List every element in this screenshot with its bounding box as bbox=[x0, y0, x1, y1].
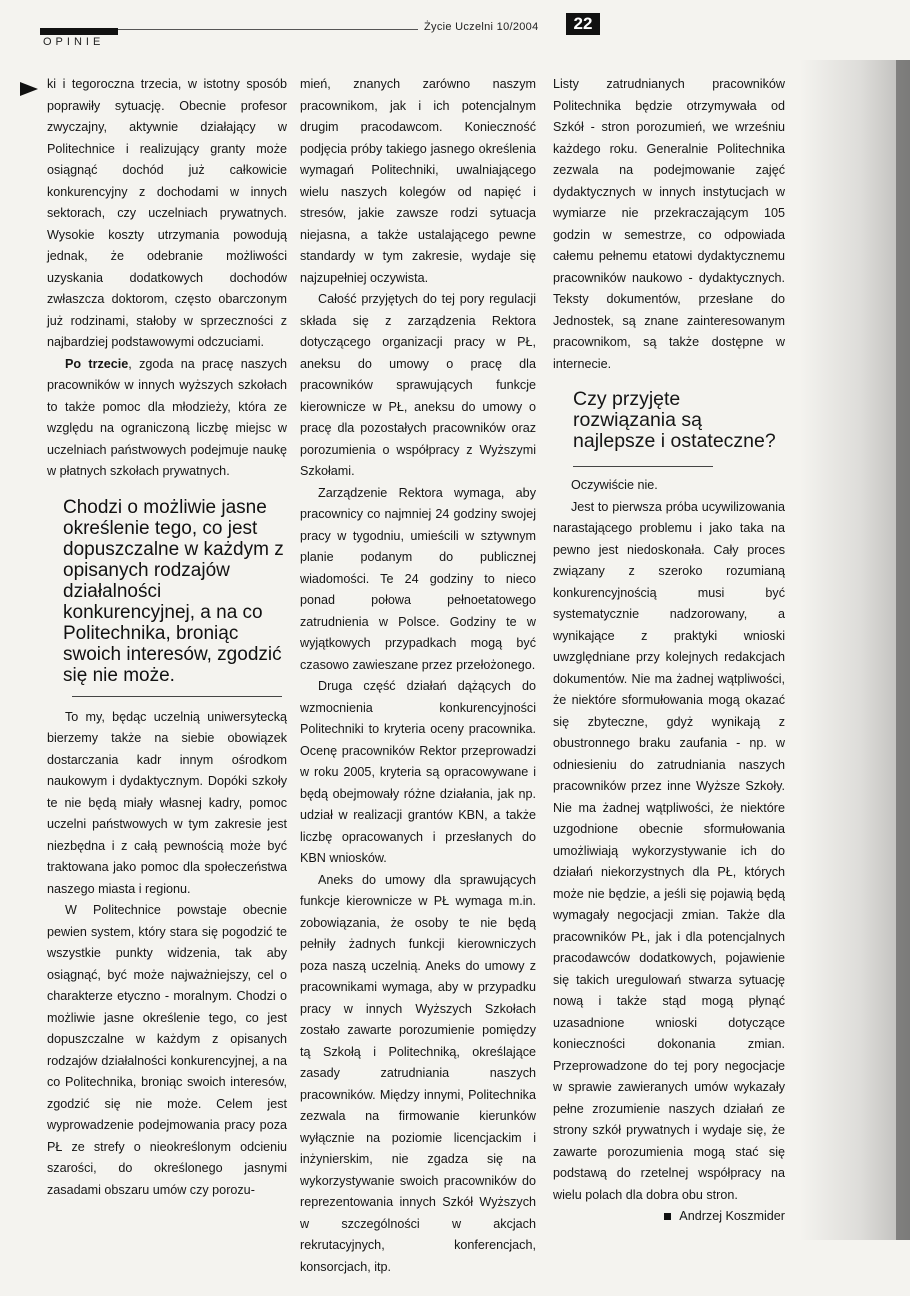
page-number: 22 bbox=[566, 13, 600, 35]
paragraph: Całość przyjętych do tej pory regulacji składa się z zarządzenia Rektora dotyczącego organizacji pracy w PŁ, aneksu do umowy o pracę dla pracowników sprawujących funkcje kierownicze w PŁ, aneksu do umowy o pracę dla pozostałych pracowników oraz porozumienia o współpracy z Wyższymi Szkołami. bbox=[300, 292, 536, 478]
continuation-arrow-icon bbox=[20, 82, 38, 96]
column-2 bbox=[300, 74, 536, 1278]
paragraph-lead: Po trzecie bbox=[65, 356, 129, 371]
author-signature bbox=[553, 1206, 785, 1228]
pull-quote-rule bbox=[72, 696, 282, 697]
paragraph-text: , zgoda na pracę naszych pracowników w innych wyższych szkołach to także pomoc dla młodzieży, która ze względu na ograniczoną liczbę miejsc w uczelniach państwowych podejmuje naukę w płatnych szkołach prywatnych. bbox=[47, 356, 287, 478]
paragraph: ki i tegoroczna trzecia, w istotny sposób poprawiły sytuację. Obecnie profesor zwyczajny, aktywnie działający w Politechnice i realizujący granty może osiągnąć dochód już całkowicie konkurencyjny z dochodami w innych sektorach, czy uczelniach prywatnych. Wysokie koszty utrzymania powodują jednak, że odebranie możliwości uzyskania dodatkowych dochodów zwłaszcza doktorom, często obarczonym już rodzinami, stałoby w sprzeczności z najbardziej podstawowymi odczuciami. bbox=[47, 77, 287, 349]
magazine-title: Życie Uczelni 10/2004 bbox=[424, 21, 539, 33]
facing-page-shadow bbox=[800, 60, 910, 1240]
author-name: Andrzej Koszmider bbox=[679, 1209, 785, 1223]
paragraph: Zarządzenie Rektora wymaga, aby pracownicy co najmniej 24 godziny swojej pracy w tygodniu, umieścili w sztywnym planie podanym do publicznej wiadomości. Te 24 godziny to nieco ponad połowa pełnoetatowego zatrudnienia w Polsce. Godziny te w wyjątkowych przypadkach mogą być czasowo zawieszane przez przełożonego. bbox=[300, 485, 536, 672]
paragraph: W Politechnice powstaje obecnie pewien system, który stara się pogodzić te wszystkie punkty widzenia, tak aby osiągnąć, być może najważniejszy, cel o charakterze etyczno - moralnym. Chodzi o możliwie jasne określenie tego, co jest dopuszczalne w każdym z opisanych rodzajów działalności konkurencyjnej, a na co Politechnika, broniąc swoich interesów, zgodzić się nie może. Celem jest wyprowadzenie podejmowania pracy poza PŁ ze strefy o nieokreślonym odcieniu szarości, do określonego jasnymi zasadami obszaru umów czy porozu- bbox=[47, 903, 287, 1197]
paragraph: Jest to pierwsza próba ucywilizowania narastającego problemu i jako taka na pewno jest niedoskonała. Cały proces związany z szeroko rozumianą konkurencyjnością musi być systematycznie nadzorowany, a wynikające z praktyki wnioski uwzględniane przy kolejnych redakcjach dokumentów. Nie ma żadnej wątpliwości, że niektóre sformułowania mogą okazać się zbyteczne, gdyż wynikają z obustronnego braku zaufania - np. w odniesieniu do zatrudniania naszych pracowników przez inne Wyższe Szkoły. Nie ma żadnej wątpliwości, że niektóre uzgodnione obecnie sformułowania umożliwiają wykorzystywanie ich do działań niekorzystnych dla PŁ, których może nie będzie, a jeśli się pojawią będą wymagały negocjacji zmian. Także dla pracowników PŁ, jak i dla potencjalnych pracodawców dodatkowych, pojawienie się takich uregulowań stwarza sytuację nową i także stąd mogą płynąć uzasadnione wnioski dotyczące konieczności dokonania zmian. Przeprowadzone do tej pory negocjacje w sprawie zawieranych umów wykazały pełne zrozumienie naszych działań ze strony szkół prywatnych i wydaje się, że zawarte porozumienia mogą stać się podstawą do rzetelnej współpracy na wielu polach dla dobra obu stron. bbox=[553, 499, 785, 1202]
page-edge bbox=[896, 60, 910, 1240]
section-label: OPINIE bbox=[43, 36, 105, 48]
column-1 bbox=[47, 74, 287, 1201]
paragraph: Aneks do umowy dla sprawujących funkcje kierownicze w PŁ wymaga m.in. zobowiązania, że osoby te nie będą pełniły żadnych funkcji kierowniczych poza naszą uczelnią. Aneks do umowy z pracownikami wymaga, aby w przypadku pracy w innych Wyższych Szkołach zostało zawarte porozumienie pomiędzy tą Szkołą i Politechniką, określające zasady zatrudniania naszych pracowników. Między innymi, Politechnika zezwala na firmowanie kierunków wyłącznie na poziomie licencjackim i inżynierskim, nie zgadza się na wykorzystywanie swoich pracowników do reprezentowania innych Szkół Wyższych w szczególności w akcjach rekrutacyjnych, konferencjach, konsorcjach, itp. bbox=[300, 872, 536, 1274]
paragraph: mień, znanych zarówno naszym pracownikom, jak i ich potencjalnym drugim pracodawcom. Konieczność podjęcia próby takiego jasnego określenia wymagań Politechniki, uwalniającego wielu naszych kolegów od napięć i stresów, jakie zawsze rodzi sytuacja niejasna, a także ustalającego pewne standardy w tym zakresie, wydaje się najzupełniej oczywista. bbox=[300, 77, 536, 285]
subheading: Czy przyjęte rozwiązania są najlepsze i ostateczne? bbox=[573, 388, 776, 452]
paragraph: Oczywiście nie. bbox=[571, 478, 658, 492]
paragraph: Druga część działań dążących do wzmocnienia konkurencyjności Politechniki to kryteria oceny pracownika. Ocenę pracowników Rektor przeprowadzi w roku 2005, kryteria są opracowywane i będą obejmowały różne działania, jak np. udział w realizacji grantów KBN, a także liczbę opracowanych i przesłanych do KBN wniosków. bbox=[300, 679, 536, 865]
paragraph bbox=[47, 354, 287, 483]
column-3 bbox=[553, 74, 785, 1228]
pull-quote: Chodzi o możliwie jasne określenie tego, co jest dopuszczalne w każdym z opisanych rodzajów działalności konkurencyjnej, a na co Politechnika, broniąc swoich interesów, zgodzić się nie może. bbox=[63, 496, 284, 686]
paragraph: Listy zatrudnianych pracowników Politechnika będzie otrzymywała od Szkół - stron porozumień, we wrześniu każdego roku. Generalnie Politechnika zezwala na podejmowanie zajęć dydaktycznych w innych instytucjach w wymiarze nie przekraczającym 105 godzin w semestrze, co odpowiada całemu pełnemu etatowi dydaktycznemu pracowników naukowo - dydaktycznych. Teksty dokumentów, przesłane do Jednostek, są znane zainteresowanym pracownikom, są także dostępne w internecie. bbox=[553, 77, 785, 371]
paragraph: To my, będąc uczelnią uniwersytecką bierzemy także na siebie obowiązek dostarczania kadr innym ośrodkom naukowym i dydaktycznym. Dopóki szkoły te nie będą miały własnej kadry, pomoc uczelni państwowych w tym zakresie jest niezbędna i z całą pewnością może być traktowana jako pomoc dla społeczeństwa naszego miasta i regionu. bbox=[47, 709, 287, 896]
bullet-square-icon bbox=[664, 1213, 671, 1220]
subheading-rule bbox=[573, 466, 713, 467]
section-bar bbox=[40, 28, 118, 35]
header-rule bbox=[118, 29, 418, 30]
